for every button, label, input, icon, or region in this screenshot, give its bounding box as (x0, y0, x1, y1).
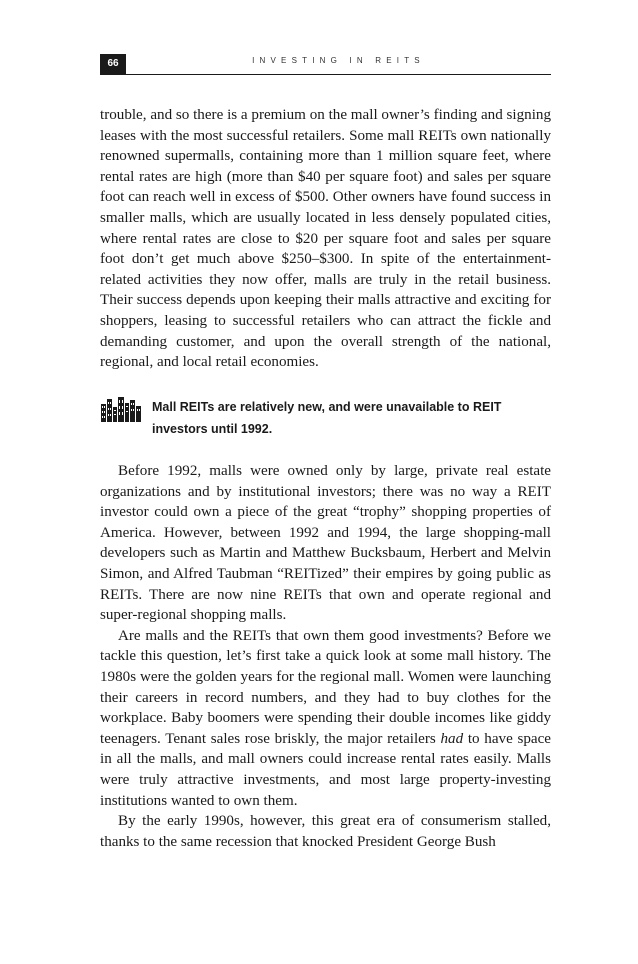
paragraph-text: to have space in all the malls, and mall owners could increase rental rates easily. Malls were truly attractive investments, and most large property-investing institutions wanted to own them. (100, 730, 552, 809)
paragraph: trouble, and so there is a premium on the mall owner’s finding and signing leases with the most successful retailers. Some mall REITs own nationally renowned supermalls, containing more than 1 million square feet, where rental rates are high (more than $40 per square foot) and sales per square foot can reach well in excess of $500. Other owners have found success in smaller malls, which are usually located in less densely populated cities, where rental rates are close to $20 per square foot and sales per square foot don’t get much above $250–$300. In spite of the entertainment-related activities they now offer, malls are truly in the retail business. Their success depends upon keeping their malls attractive and exciting for shoppers, leasing to successful retailers who can attract the fickle and demanding customer, and upon the overall strength of the national, regional, and local retail economies. (100, 107, 551, 371)
paragraph (100, 626, 551, 811)
paragraph: By the early 1990s, however, this great era of consumerism stalled, thanks to the same recession that knocked President George Bush (100, 813, 551, 850)
paragraph-text: Are malls and the REITs that own them good investments? Before we tackle this question, let’s first take a quick look at some mall history. The 1980s were the golden years for the regional mall. Women were launching their careers in record numbers, and they had to buy clothes for the workplace. Baby boomers were spending their double incomes like giddy teenagers. Tenant sales rose briskly, the major retailers (100, 627, 551, 747)
callout-text: Mall REITs are relatively new, and were unavailable to REIT investors until 1992. (152, 400, 502, 436)
callout (100, 396, 551, 440)
running-head: INVESTING IN REITS (252, 56, 425, 65)
body-text-bottom (100, 461, 551, 852)
emphasis-text: had (440, 730, 464, 747)
building-skyline-icon (100, 396, 142, 422)
paragraph: Before 1992, malls were owned only by large, private real estate organizations and by institutional investors; there was no way a REIT investor could own a piece of the great “trophy” shopping properties of America. However, between 1992 and 1994, the large shopping-mall developers such as Martin and Matthew Bucksbaum, Herbert and Melvin Simon, and Alfred Taubman “REITized” their empires by going public as REITs. There are now nine REITs that own and operate regional and super-regional shopping malls. (100, 463, 551, 624)
body-text-top (100, 105, 551, 373)
page-number: 66 (100, 54, 126, 74)
page-header (100, 50, 551, 75)
